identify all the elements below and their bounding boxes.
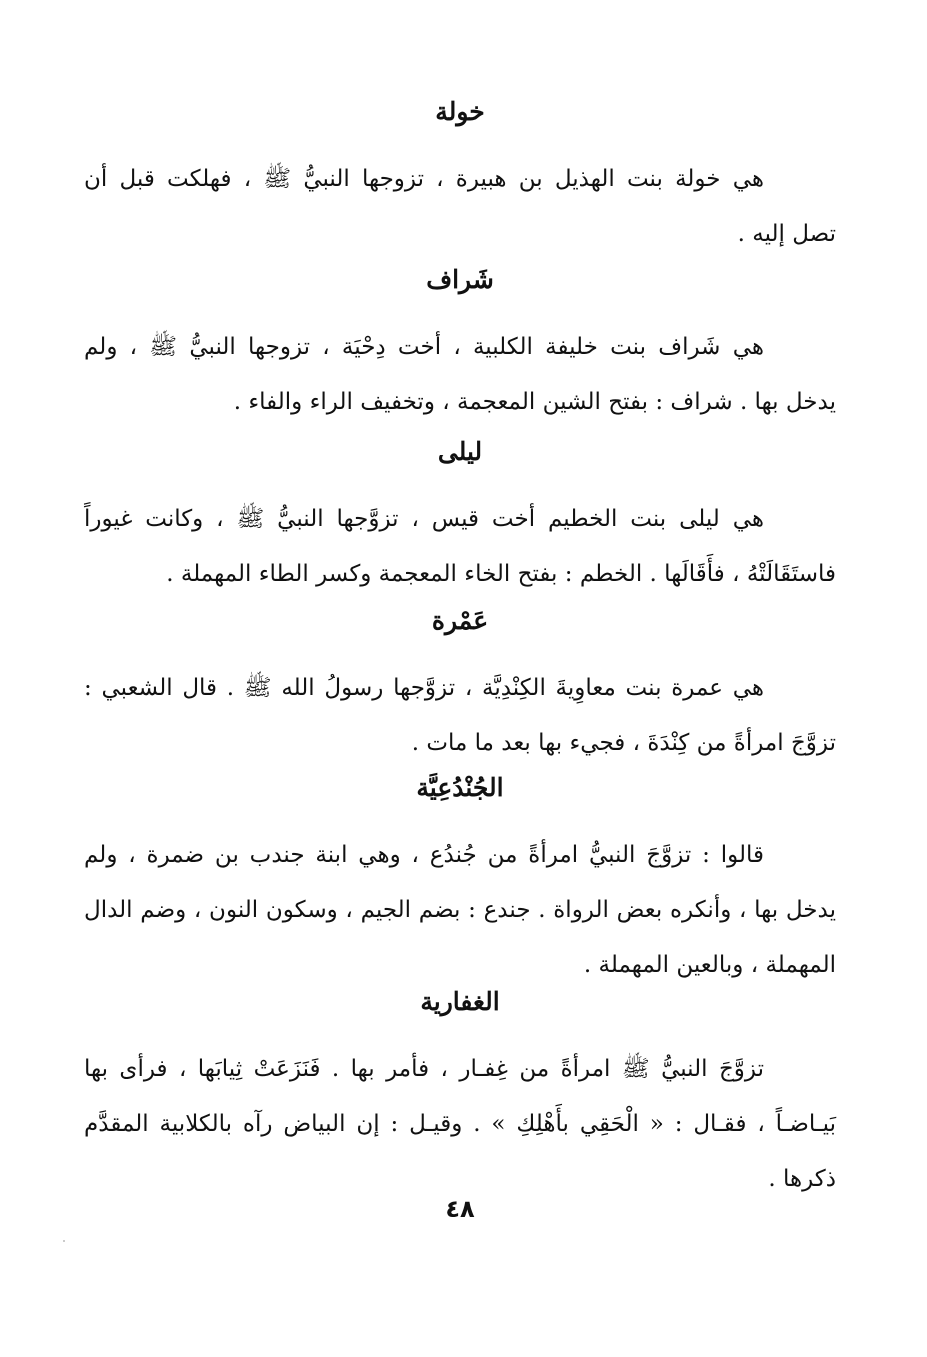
- body-line: هي شَراف بنت خليفة الكلبية ، أخت دِحْيَة ، تزوجها النبيُّ ﷺ ، ولم: [84, 334, 764, 360]
- body-line: هي ليلى بنت الخطيم أخت قيس ، تزوَّجها النبيُّ ﷺ ، وكانت غيوراً: [84, 506, 764, 532]
- page-number: ٤٨: [445, 1195, 475, 1223]
- entry-body: [84, 661, 836, 771]
- body-line: يدخل بها ، وأنكره بعض الرواة . جندع : بضم الجيم ، وسكون النون ، وضم الدال: [84, 897, 836, 923]
- body-line: تزوَّجَ النبيُّ ﷺ امرأةً من غِفـار ، فأمر بها . فَنَزَعَتْ ثِيابَها ، فرأى بها: [84, 1056, 764, 1082]
- body-line: تزوَّجَ امرأةً من كِنْدَةَ ، فجيء بها بعد ما مات .: [411, 730, 836, 756]
- entry-title: عَمْرة: [431, 606, 489, 635]
- body-line: يدخل بها . شراف : بفتح الشين المعجمة ، وتخفيف الراء والفاء .: [233, 389, 836, 415]
- entry-sharaf: [84, 262, 836, 430]
- body-line: تصل إليه .: [737, 221, 836, 247]
- entry-body: [84, 1042, 836, 1207]
- entry-title: شَراف: [426, 265, 494, 294]
- entry-title: خولة: [435, 97, 485, 126]
- entry-title: الغفارية: [420, 987, 500, 1016]
- scan-speck: [63, 1240, 65, 1242]
- body-line: فاستَقَالَتْهُ ، فأَقَالَها . الخطم : بفتح الخاء المعجمة وكسر الطاء المهملة .: [166, 561, 836, 587]
- entry-body: [84, 492, 836, 602]
- body-line: قالوا : تزوَّجَ النبيُّ امرأةً من جُندُع ، وهي ابنة جندب بن ضمرة ، ولم: [84, 842, 764, 868]
- entry-body: [84, 152, 836, 262]
- entry-ghifariyya: [84, 984, 836, 1207]
- entry-title: الجُنْدُعِيَّة: [416, 773, 504, 802]
- body-line: بَيـاضـاً ، فقـال : « الْحَقِي بأَهْلِكِ » . وقيـل : إن البياض رآه بالكلابية المقدَّم: [84, 1111, 836, 1137]
- entry-body: [84, 320, 836, 430]
- entry-amra: [84, 603, 836, 771]
- entry-jundiyya: [84, 770, 836, 993]
- entry-body: [84, 828, 836, 993]
- body-line: هي خولة بنت الهذيل بن هبيرة ، تزوجها النبيُّ ﷺ ، فهلكت قبل أن: [84, 166, 764, 192]
- body-line: هي عمرة بنت معاوِيةَ الكِنْدِيَّة ، تزوَّجها رسولُ الله ﷺ . قال الشعبي :: [84, 675, 764, 701]
- body-line: ذكرها .: [768, 1166, 836, 1192]
- book-page: [84, 0, 836, 1357]
- entry-khawla: [84, 94, 836, 262]
- entry-layla: [84, 434, 836, 602]
- body-line: المهملة ، وبالعين المهملة .: [583, 952, 836, 978]
- entry-title: ليلى: [437, 437, 483, 466]
